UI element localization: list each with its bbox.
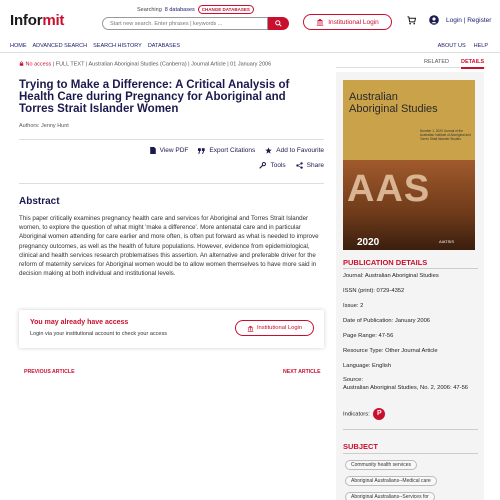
subject-tag[interactable]: Aboriginal Australians--Services for <box>345 492 435 500</box>
tools-label: Tools <box>270 162 286 169</box>
access-heading: You may already have access <box>30 319 129 326</box>
nav-advanced-search[interactable]: ADVANCED SEARCH <box>32 43 88 49</box>
share-label: Share <box>306 162 324 169</box>
pdf-icon <box>150 147 156 154</box>
change-databases-button[interactable]: CHANGE DATABASES <box>198 5 254 14</box>
institutional-login-label: Institutional Login <box>328 18 379 26</box>
search-scope <box>137 5 254 14</box>
nav-home[interactable]: HOME <box>10 43 27 49</box>
divider <box>343 453 478 454</box>
divider <box>343 429 478 430</box>
article-authors[interactable]: Authors: Jenny Hunt <box>19 123 69 129</box>
searching-label: Searching <box>137 6 162 13</box>
user-icon[interactable] <box>429 15 439 25</box>
subject-tag[interactable]: Community health services <box>345 460 417 470</box>
cover-year: 2020 <box>357 237 380 248</box>
share-button[interactable] <box>296 162 324 169</box>
export-citations-label: Export Citations <box>209 147 256 154</box>
article-title: Trying to Make a Difference: A Critical Analysis of Health Care during Pregnancy for Aboriginal and Torres Strait Islander Women <box>19 79 290 116</box>
subject-tag[interactable]: Aboriginal Australians--Medical care <box>345 476 437 486</box>
informit-logo[interactable]: Informit <box>10 12 65 29</box>
cover-subtext: Number 1, 2020 Journal of the Australian Institute of Aboriginal and Torres Strait Islander Studies <box>420 129 471 142</box>
publication-details-heading: PUBLICATION DETAILS <box>343 258 428 267</box>
institution-icon <box>247 325 254 332</box>
institutional-login-label: Institutional Login <box>256 325 303 331</box>
institution-icon <box>316 18 324 26</box>
nav-databases[interactable]: DATABASES <box>147 43 181 49</box>
add-favourite-button[interactable] <box>265 147 324 154</box>
tab-details[interactable]: DETAILS <box>461 59 485 65</box>
divider <box>343 268 478 269</box>
field-issue: Issue: 2 <box>343 303 364 309</box>
article-meta-text: | FULL TEXT | Australian Aboriginal Studies (Canberra) | Journal Article | 01 January 2006 <box>52 61 272 68</box>
field-indicators: Indicators: P <box>343 408 478 420</box>
peer-reviewed-indicator[interactable]: P <box>373 408 385 420</box>
top-bar <box>0 0 500 40</box>
main-nav <box>0 41 500 53</box>
view-pdf-label: View PDF <box>159 147 189 154</box>
star-icon <box>265 147 272 154</box>
nav-search-history[interactable]: SEARCH HISTORY <box>93 43 142 49</box>
subject-heading: SUBJECT <box>343 442 379 451</box>
article-actions-secondary <box>259 162 324 169</box>
divider <box>19 183 324 184</box>
field-source: Source: Australian Aboriginal Studies, No. 2, 2006: 47-56 <box>343 377 469 391</box>
search-input[interactable]: Start new search. Enter phrases | keywords ... <box>102 17 268 30</box>
login-register-link[interactable]: Login | Register <box>446 17 492 24</box>
tab-related[interactable]: RELATED <box>424 59 449 65</box>
cover-title: Australian Aboriginal Studies <box>349 91 438 115</box>
no-access-badge: No access <box>25 61 52 68</box>
field-issn: ISSN (print): 0729-4352 <box>343 288 405 294</box>
cover-aas-lettering: AAS <box>347 168 431 210</box>
quote-icon <box>198 148 205 154</box>
cart-icon[interactable] <box>407 16 416 25</box>
access-subtext: Login via your institutional account to check your access <box>30 331 167 337</box>
nav-help[interactable]: HELP <box>473 43 488 49</box>
article-meta <box>19 61 319 69</box>
sidebar-tabs <box>336 58 486 68</box>
field-language: Language: English <box>343 363 392 369</box>
databases-count: 8 databases <box>164 6 195 13</box>
details-panel <box>336 72 484 500</box>
field-date: Date of Publication: January 2006 <box>343 318 431 324</box>
abstract-text: This paper critically examines pregnancy health care and services for Aboriginal and Torres Strait Islander women, to explore the question of what might 'make a difference'. More antenatal care and in particular Aboriginal women attending for care earlier and more often, is often put forward as what is needed to improve pregnancy outcomes, as well as the health of future populations. However, evidence from epidemiological, clinical and health services research problematises this assertion. An alternative and preferable driver for the reform of maternity services for Aboriginal women would be to allow women themselves to have more said in decision making at both individual and institutional levels. <box>19 215 319 278</box>
view-pdf-button[interactable] <box>150 147 189 154</box>
export-citations-button[interactable] <box>198 147 255 154</box>
share-icon <box>296 162 303 169</box>
article-actions <box>150 147 324 154</box>
institutional-login-button[interactable] <box>303 14 392 30</box>
abstract-heading: Abstract <box>19 196 60 207</box>
nav-about-us[interactable]: ABOUT US <box>437 43 466 49</box>
tools-button[interactable] <box>259 162 285 169</box>
search-icon <box>275 20 282 27</box>
wrench-icon <box>259 162 266 169</box>
search-button[interactable] <box>268 17 289 30</box>
field-page-range: Page Range: 47-56 <box>343 333 394 339</box>
lock-icon <box>19 61 24 66</box>
divider <box>19 139 324 140</box>
previous-article-link[interactable]: PREVIOUS ARTICLE <box>24 369 75 375</box>
institutional-login-button-secondary[interactable] <box>235 320 314 336</box>
next-article-link[interactable]: NEXT ARTICLE <box>283 369 321 375</box>
field-journal: Journal: Australian Aboriginal Studies <box>343 273 439 279</box>
add-favourite-label: Add to Favourite <box>276 147 324 154</box>
field-resource-type: Resource Type: Other Journal Article <box>343 348 438 354</box>
access-box <box>19 310 324 348</box>
journal-cover <box>343 80 475 250</box>
cover-publisher: AIATSIS <box>439 239 455 244</box>
